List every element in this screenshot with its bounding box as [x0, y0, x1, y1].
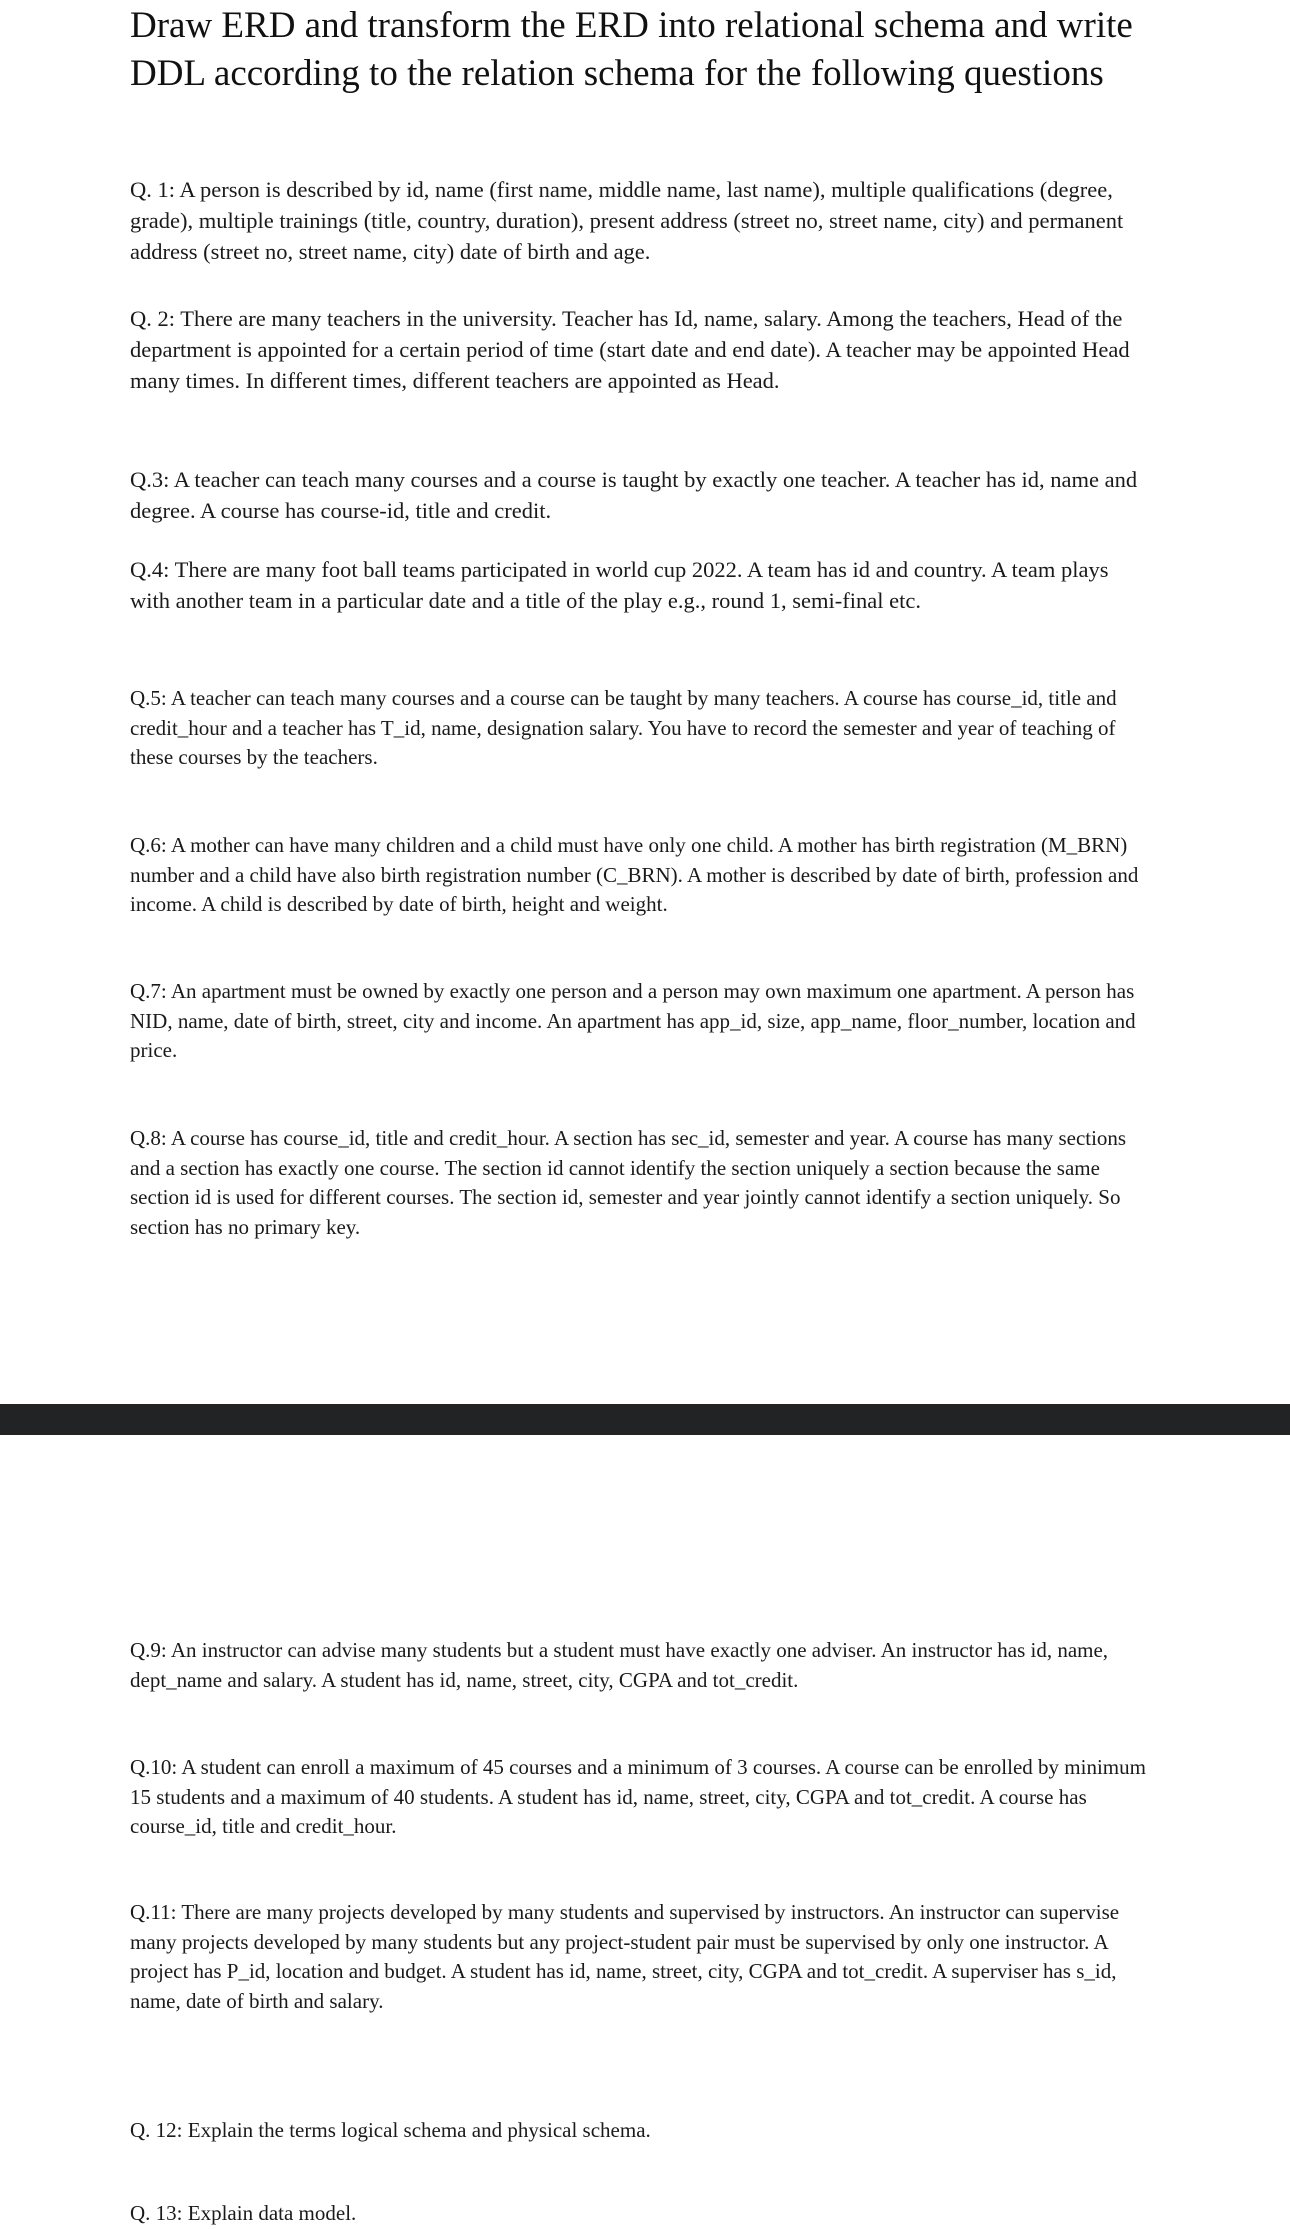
question-3: Q.3: A teacher can teach many courses and a course is taught by exactly one teacher. A teacher has id, name and degree. A course has course-id, title and credit.	[130, 467, 1138, 523]
question-1: Q. 1: A person is described by id, name (first name, middle name, last name), multiple qualifications (degree, grade), multiple trainings (title, country, duration), present address (street no, street name, city) and permanent address (street no, street name, city) date of birth and age.	[130, 177, 1124, 264]
question-8: Q.8: A course has course_id, title and credit_hour. A section has sec_id, semester and year. A course has many sections and a section has exactly one course. The section id cannot identify the section uniquely a section because the same section id is used for different courses. The section id, semester and year jointly cannot identify a section uniquely. So section has no primary key.	[130, 1126, 1127, 1239]
question-13: Q. 13: Explain data model.	[130, 2201, 357, 2225]
page-divider	[0, 1404, 1290, 1435]
question-7: Q.7: An apartment must be owned by exactly one person and a person may own maximum one apartment. A person has NID, name, date of birth, street, city and income. An apartment has app_id, size, app_name, floor_number, location and price.	[130, 979, 1136, 1062]
question-6: Q.6: A mother can have many children and a child must have only one child. A mother has birth registration (M_BRN) number and a child have also birth registration number (C_BRN). A mother is described by date of birth, profession and income. A child is described by date of birth, height and weight.	[130, 833, 1139, 916]
page-title: Draw ERD and transform the ERD into relational schema and write DDL according to the relation schema for the following questions	[130, 5, 1133, 94]
question-2: Q. 2: There are many teachers in the university. Teacher has Id, name, salary. Among the teachers, Head of the department is appointed for a certain period of time (start date and end date). A teacher may be appointed Head many times. In different times, different teachers are appointed as Head.	[130, 306, 1130, 393]
question-9: Q.9: An instructor can advise many students but a student must have exactly one adviser. An instructor has id, name, dept_name and salary. A student has id, name, street, city, CGPA and tot_credit.	[130, 1638, 1109, 1692]
question-5: Q.5: A teacher can teach many courses and a course can be taught by many teachers. A course has course_id, title and credit_hour and a teacher has T_id, name, designation salary. You have to record the semester and year of teaching of these courses by the teachers.	[130, 686, 1117, 769]
question-11: Q.11: There are many projects developed by many students and supervised by instructors. An instructor can supervise many projects developed by many students but any project-student pair must be supervised by only one instructor. A project has P_id, location and budget. A student has id, name, street, city, CGPA and tot_credit. A superviser has s_id, name, date of birth and salary.	[130, 1900, 1120, 2013]
question-12: Q. 12: Explain the terms logical schema and physical schema.	[130, 2118, 651, 2142]
question-4: Q.4: There are many foot ball teams participated in world cup 2022. A team has id and country. A team plays with another team in a particular date and a title of the play e.g., round 1, semi-final etc.	[130, 557, 1109, 613]
question-10: Q.10: A student can enroll a maximum of 45 courses and a minimum of 3 courses. A course can be enrolled by minimum 15 students and a maximum of 40 students. A student has id, name, street, city, CGPA and tot_credit. A course has course_id, title and credit_hour.	[130, 1755, 1146, 1838]
